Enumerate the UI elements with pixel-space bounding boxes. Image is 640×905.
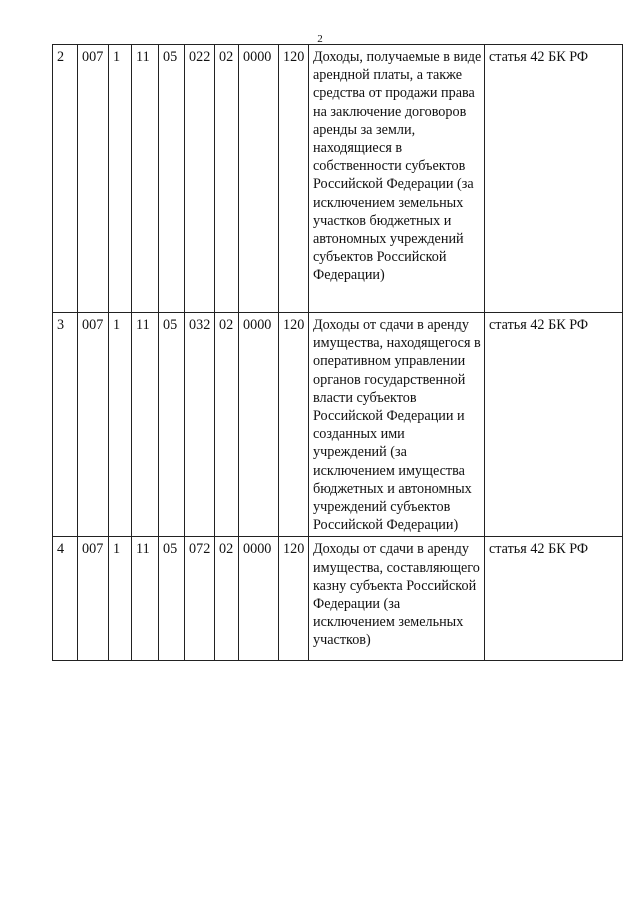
classification-code: 120 [279,313,309,537]
legal-basis: статья 42 БК РФ [485,45,623,313]
program-code: 0000 [239,45,279,313]
classification-code: 120 [279,537,309,661]
revenue-description: Доходы от сдачи в аренду имущества, составляющего казну субъекта Российской Федерации (за исключением земельных участков) [309,537,485,661]
page-number: 2 [317,33,323,45]
table-row [53,313,623,537]
revenue-description: Доходы от сдачи в аренду имущества, находящегося в оперативном управлении органов государственной власти субъектов Российской Федерации и созданных ими учреждений (за исключением имущества бюджетных и автономных учреждений субъектов Российской Федерации) [309,313,485,537]
row-number: 2 [53,45,78,313]
article-code: 05 [159,45,185,313]
revenue-description: Доходы, получаемые в виде арендной платы, а также средства от продажи права на заключение договоров аренды за земли, находящиеся в собственности субъектов Российской Федерации (за исключением земельных участков бюджетных и автономных учреждений субъектов Российской Федерации) [309,45,485,313]
article-code: 05 [159,537,185,661]
admin-code: 007 [78,313,109,537]
group-code: 1 [109,313,132,537]
subarticle-code: 032 [185,313,215,537]
legal-basis: статья 42 БК РФ [485,313,623,537]
legal-basis: статья 42 БК РФ [485,537,623,661]
element-code: 02 [215,45,239,313]
subarticle-code: 072 [185,537,215,661]
row-number: 3 [53,313,78,537]
table-row [53,537,623,661]
article-code: 05 [159,313,185,537]
classification-code: 120 [279,45,309,313]
subgroup-code: 11 [132,313,159,537]
group-code: 1 [109,537,132,661]
subgroup-code: 11 [132,537,159,661]
group-code: 1 [109,45,132,313]
admin-code: 007 [78,537,109,661]
revenue-classification-table [52,44,623,661]
row-number: 4 [53,537,78,661]
element-code: 02 [215,537,239,661]
admin-code: 007 [78,45,109,313]
program-code: 0000 [239,313,279,537]
program-code: 0000 [239,537,279,661]
table-row [53,45,623,313]
subarticle-code: 022 [185,45,215,313]
element-code: 02 [215,313,239,537]
subgroup-code: 11 [132,45,159,313]
